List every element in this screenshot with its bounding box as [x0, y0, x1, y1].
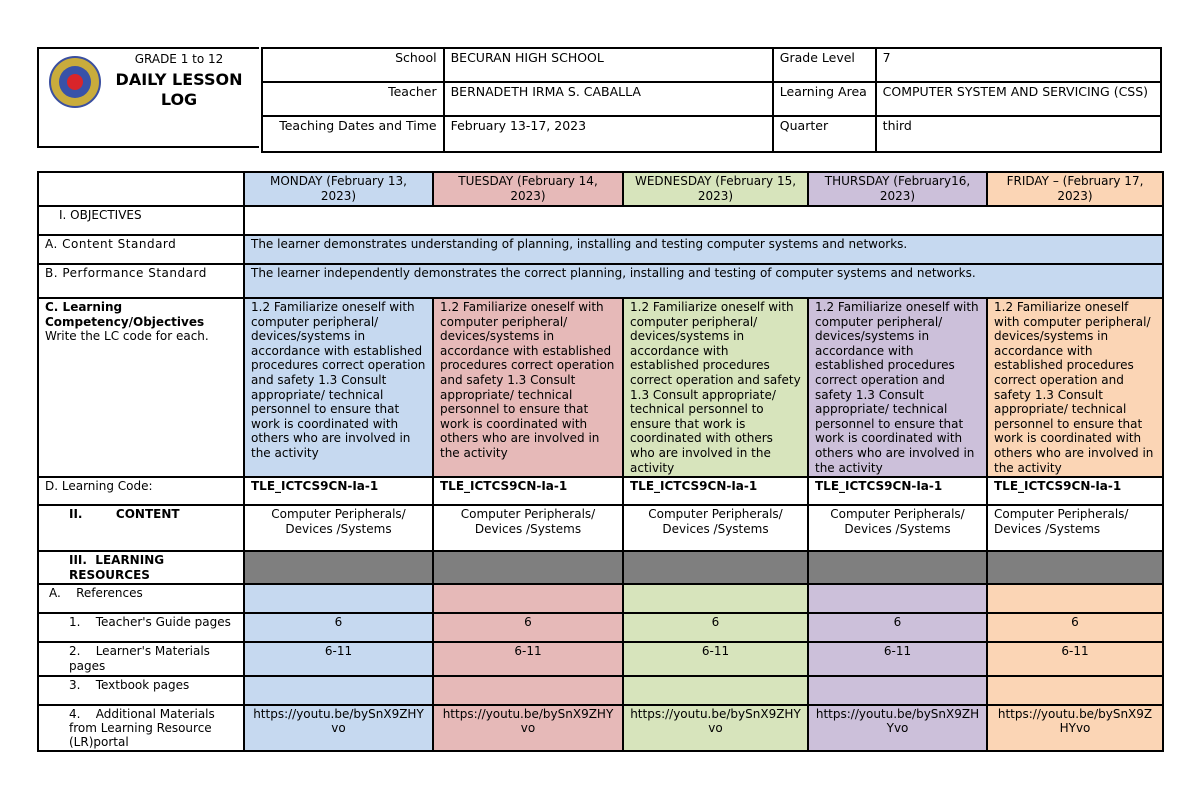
- learning-code-wednesday: TLE_ICTCS9CN-Ia-1: [623, 477, 808, 505]
- header: [37, 47, 1162, 151]
- references-thursday: [808, 584, 987, 613]
- content-standard-text: The learner demonstrates understanding of planning, installing and testing computer systems and networks.: [244, 235, 1163, 264]
- tb-friday: [987, 676, 1163, 705]
- am-monday[interactable]: https://youtu.be/bySnX9ZHYvo: [244, 705, 433, 751]
- day-tuesday: TUESDAY (February 14, 2023): [433, 172, 623, 206]
- deped-seal-icon: [49, 56, 101, 108]
- references-wednesday: [623, 584, 808, 613]
- teacher-value: BERNADETH IRMA S. CABALLA: [444, 82, 773, 116]
- grade-level-label: Grade Level: [773, 48, 876, 82]
- tb-thursday: [808, 676, 987, 705]
- competency-wednesday: 1.2 Familiarize oneself with computer peripheral/ devices/systems in accordance with established procedures correct operation and safety 1.3 Consult appropriate/ technical personnel to ensure that work is coordinated with others who are involved in the activity: [623, 298, 808, 477]
- references-friday: [987, 584, 1163, 613]
- lm-thursday: 6-11: [808, 642, 987, 675]
- tg-monday: 6: [244, 613, 433, 642]
- competency-tuesday: 1.2 Familiarize oneself with computer peripheral/ devices/systems in accordance with established procedures correct operation and safety 1.3 Consult appropriate/ technical personnel to ensure that work is coordinated with others who are involved in the activity: [433, 298, 623, 477]
- resources-gray-tuesday: [433, 551, 623, 584]
- tg-thursday: 6: [808, 613, 987, 642]
- day-monday: MONDAY (February 13, 2023): [244, 172, 433, 206]
- grade-level-value: 7: [876, 48, 1161, 82]
- day-wednesday: WEDNESDAY (February 15, 2023): [623, 172, 808, 206]
- references-monday: [244, 584, 433, 613]
- lesson-table: [37, 171, 1164, 752]
- competency-note: Write the LC code for each.: [45, 329, 209, 344]
- am-wednesday[interactable]: https://youtu.be/bySnX9ZHYvo: [623, 705, 808, 751]
- references-tuesday: [433, 584, 623, 613]
- competency-thursday: 1.2 Familiarize oneself with computer peripheral/ devices/systems in accordance with established procedures correct operation and safety 1.3 Consult appropriate/ technical personnel to ensure that work is coordinated with others who are involved in the activity: [808, 298, 987, 477]
- objectives-blank: [244, 206, 1163, 235]
- tg-friday: 6: [987, 613, 1163, 642]
- learning-code-thursday: TLE_ICTCS9CN-Ia-1: [808, 477, 987, 505]
- content-monday: Computer Peripherals/ Devices /Systems: [244, 505, 433, 551]
- learning-code-label: D. Learning Code:: [38, 477, 244, 505]
- lm-tuesday: 6-11: [433, 642, 623, 675]
- am-friday[interactable]: https://youtu.be/bySnX9ZHYvo: [987, 705, 1163, 751]
- resources-gray-thursday: [808, 551, 987, 584]
- competency-monday: 1.2 Familiarize oneself with computer peripheral/ devices/systems in accordance with established procedures correct operation and safety 1.3 Consult appropriate/ technical personnel to ensure that work is coordinated with others who are involved in the activity: [244, 298, 433, 477]
- am-tuesday[interactable]: https://youtu.be/bySnX9ZHYvo: [433, 705, 623, 751]
- references-label: A. References: [38, 584, 244, 613]
- content-heading: II. CONTENT: [38, 505, 244, 551]
- content-standard-label: A. Content Standard: [38, 235, 244, 264]
- days-row: [38, 172, 1163, 206]
- teacher-label: Teacher: [262, 82, 444, 116]
- lm-monday: 6-11: [244, 642, 433, 675]
- competency-friday: 1.2 Familiarize oneself with computer peripheral/ devices/systems in accordance with established procedures correct operation and safety 1.3 Consult appropriate/ technical personnel to ensure that work is coordinated with others who are involved in the activity: [987, 298, 1163, 477]
- tg-wednesday: 6: [623, 613, 808, 642]
- resources-gray-friday: [987, 551, 1163, 584]
- lm-friday: 6-11: [987, 642, 1163, 675]
- learning-area-label: Learning Area: [773, 82, 876, 116]
- content-thursday: Computer Peripherals/ Devices /Systems: [808, 505, 987, 551]
- content-friday: Computer Peripherals/ Devices /Systems: [987, 505, 1163, 551]
- school-value: BECURAN HIGH SCHOOL: [444, 48, 773, 82]
- resources-gray-wednesday: [623, 551, 808, 584]
- school-label: School: [262, 48, 444, 82]
- info-table: [261, 47, 1162, 153]
- grade-range: GRADE 1 to 12: [134, 52, 224, 66]
- learning-code-tuesday: TLE_ICTCS9CN-Ia-1: [433, 477, 623, 505]
- tb-wednesday: [623, 676, 808, 705]
- tg-tuesday: 6: [433, 613, 623, 642]
- tg-label: 1. Teacher's Guide pages: [38, 613, 244, 642]
- dates-value: February 13-17, 2023: [444, 116, 773, 152]
- day-friday: FRIDAY – (February 17, 2023): [987, 172, 1163, 206]
- performance-standard-text: The learner independently demonstrates the correct planning, installing and testing of computer systems and networks.: [244, 264, 1163, 298]
- tb-tuesday: [433, 676, 623, 705]
- learning-area-value: COMPUTER SYSTEM AND SERVICING (CSS): [876, 82, 1161, 116]
- lm-label: 2. Learner's Materials pages: [38, 642, 244, 675]
- am-thursday[interactable]: https://youtu.be/bySnX9ZHYvo: [808, 705, 987, 751]
- tb-monday: [244, 676, 433, 705]
- logo-box: [37, 47, 259, 148]
- performance-standard-label: B. Performance Standard: [38, 264, 244, 298]
- learning-code-friday: TLE_ICTCS9CN-Ia-1: [987, 477, 1163, 505]
- quarter-value: third: [876, 116, 1161, 152]
- quarter-label: Quarter: [773, 116, 876, 152]
- content-tuesday: Computer Peripherals/ Devices /Systems: [433, 505, 623, 551]
- competency-label: C. Learning Competency/Objectives: [45, 300, 205, 329]
- corner-cell: [38, 172, 244, 206]
- am-label: 4. Additional Materials from Learning Resource (LR)portal: [38, 705, 244, 751]
- learning-code-monday: TLE_ICTCS9CN-Ia-1: [244, 477, 433, 505]
- resources-gray-monday: [244, 551, 433, 584]
- page-title: DAILY LESSON LOG: [115, 70, 243, 109]
- content-wednesday: Computer Peripherals/ Devices /Systems: [623, 505, 808, 551]
- dates-label: Teaching Dates and Time: [262, 116, 444, 152]
- lm-wednesday: 6-11: [623, 642, 808, 675]
- tb-label: 3. Textbook pages: [38, 676, 244, 705]
- day-thursday: THURSDAY (February16, 2023): [808, 172, 987, 206]
- objectives-heading: I. OBJECTIVES: [38, 206, 244, 235]
- competency-label-cell: [38, 298, 244, 477]
- resources-heading: III. LEARNING RESOURCES: [38, 551, 244, 584]
